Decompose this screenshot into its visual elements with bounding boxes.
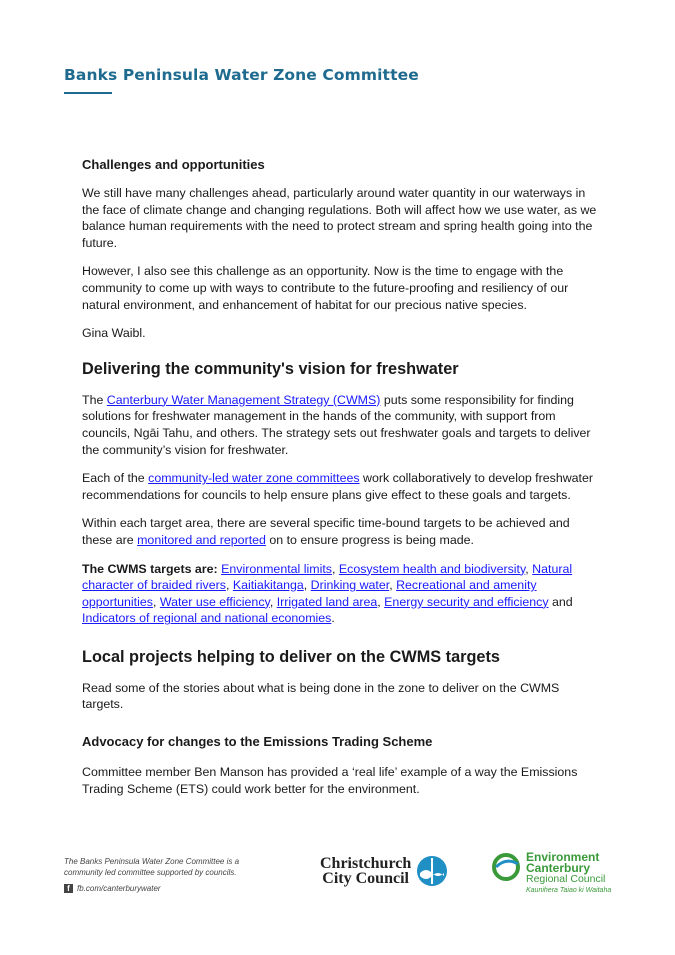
challenges-paragraph-1: We still have many challenges ahead, particularly around water quantity in our waterways in the face of climate change and changing regulations. Both will affect how we use water, as we balance human requirements with the need to protect stream and spring health going into the future. — [82, 186, 597, 250]
advocacy-paragraph: Committee member Ben Manson has provided a ‘real life’ example of a way the Emissions Trading Scheme (ETS) could work better for the environment. — [82, 765, 578, 796]
vision-paragraph-2: Each of the community-led water zone committees work collaboratively to develop freshwater recommendations for councils to help ensure plans give effect to these goals and targets. — [82, 471, 594, 502]
targets-paragraph: The CWMS targets are: Environmental limits, Ecosystem health and biodiversity, Natural character of braided rivers, Kaitiakitanga, Drinking water, Recreational and amenity opportunities, Water use efficiency, Irrigated land area, Energy security and efficiency and Indicators of regional and national economies. — [82, 561, 573, 626]
target-link[interactable]: Irrigated land area — [276, 594, 378, 609]
header-title: Banks Peninsula Water Zone Committee — [64, 66, 419, 84]
monitored-reported-link[interactable]: monitored and reported — [137, 532, 266, 547]
vision-paragraph-3: Within each target area, there are several specific time-bound targets to be achieved and these are monitored and reported on to ensure progress is being made. — [82, 516, 570, 547]
target-link[interactable]: Environmental limits — [221, 561, 332, 576]
target-link[interactable]: Natural character of braided rivers — [82, 561, 573, 593]
target-link[interactable]: Energy security and efficiency — [384, 594, 549, 609]
ecan-wordmark: Environment Canterbury Regional Council Kaunihera Taiao ki Waitaha — [526, 850, 612, 894]
footer-note: The Banks Peninsula Water Zone Committee is a community led committee supported by councils. — [64, 857, 240, 877]
vision-paragraph-1: The Canterbury Water Management Strategy (CWMS) puts some responsibility for finding solutions for freshwater management in the hands of the community, with support from councils, Ngāi Tahu, and others. The strategy sets out freshwater goals and targets to deliver the community’s vision for freshwater. — [82, 392, 591, 457]
target-link[interactable]: Kaitiakitanga — [232, 578, 304, 593]
ecan-emblem-icon — [492, 852, 522, 882]
facebook-url: fb.com/canterburywater — [77, 884, 161, 893]
facebook-link[interactable] — [64, 884, 161, 893]
christchurch-city-council-logo — [320, 854, 449, 888]
main-content — [82, 156, 602, 797]
targets-label: The CWMS targets are: — [82, 561, 218, 576]
signoff: Gina Waibl. — [82, 326, 146, 341]
page-header — [64, 66, 419, 94]
environment-canterbury-logo — [492, 852, 611, 896]
target-link[interactable]: Indicators of regional and national economies — [82, 611, 332, 626]
challenges-paragraph-2: However, I also see this challenge as an opportunity. Now is the time to engage with the community to come up with ways to contribute to the future-proofing and resiliency of our natural environment, and enhancement of habitat for our precious native species. — [82, 264, 569, 312]
local-projects-paragraph: Read some of the stories about what is being done in the zone to deliver on the CWMS targets. — [82, 680, 560, 712]
target-link[interactable]: Recreational and amenity opportunities — [82, 578, 537, 609]
page-footer — [64, 852, 624, 902]
target-link[interactable]: Ecosystem health and biodiversity — [338, 561, 526, 576]
target-link[interactable]: Water use efficiency — [159, 594, 270, 609]
vision-heading: Delivering the community's vision for freshwater — [82, 359, 459, 378]
header-underline — [64, 92, 112, 94]
ccc-wordmark: Christchurch City Council — [320, 855, 412, 887]
facebook-icon: f — [64, 884, 73, 893]
advocacy-heading: Advocacy for changes to the Emissions Trading Scheme — [82, 734, 433, 750]
local-projects-heading: Local projects helping to deliver on the CWMS targets — [82, 647, 500, 666]
cwms-link[interactable]: Canterbury Water Management Strategy (CWMS) — [106, 392, 381, 407]
ccc-emblem-icon — [415, 854, 449, 888]
challenges-heading: Challenges and opportunities — [82, 157, 265, 172]
zone-committees-link[interactable]: community-led water zone committees — [148, 471, 360, 486]
target-link[interactable]: Drinking water — [310, 578, 390, 593]
